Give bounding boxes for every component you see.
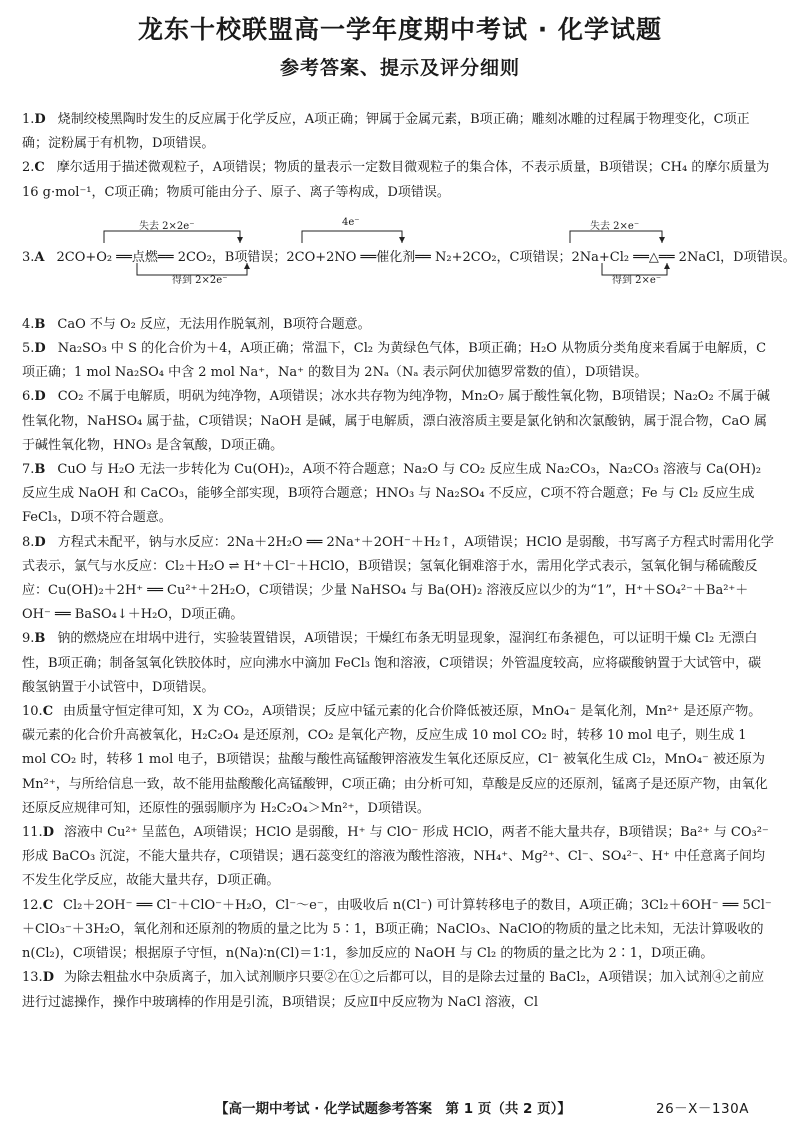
answer-item-5 (22, 337, 774, 385)
page-subtitle: 参考答案、提示及评分细则 (279, 57, 520, 79)
answer-choice: A (34, 249, 45, 265)
answer-item-12 (22, 894, 774, 967)
answer-explanation: 2CO+O₂ ══点燃══ 2CO₂，B项错误；2CO+2NO ══催化剂══ N₂+2CO₂，C项错误；2Na+Cl₂ ══△══ 2NaCl，D项错误。 (56, 249, 796, 265)
answer-choice: D (34, 534, 46, 550)
answer-item-6 (22, 385, 774, 458)
answer-explanation: 由质量守恒定律可知，X 为 CO₂，A项错误；反应中锰元素的化合价降低被还原，MnO₄⁻ 是氧化剂，Mn²⁺ 是还原产物。碳元素的化合价升高被氧化，H₂C₂O₄ 是还原剂，CO₂ 是氧化产物，反应生成 10 mol CO₂ 时，转移 10 mol 电子，则生成 1 mol CO₂ 时，转移 1 mol 电子，B项错误；盐酸与酸性高锰酸钾溶液发生氧化还原反应，Cl⁻ 被氧化生成 Cl₂，MnO₄⁻ 被还原为 Mn²⁺，与所给信息一致，故不能用盐酸酸化高锰酸钾，C项正确；由分析可知，草酸是反应的还原剂，锰离子是还原产物，由氧化还原反应规律可知，还原性的强弱顺序为 H₂C₂O₄＞Mn²⁺，D项错误。 (22, 704, 768, 816)
answer-choice: B (34, 462, 46, 478)
electron-lost-label: 失去 2×2e⁻ (139, 220, 195, 232)
page-title: 龙东十校联盟高一学年度期中考试 · 化学试题 (138, 15, 662, 44)
electron-lost-label: 失去 2×e⁻ (590, 220, 640, 232)
answer-choice: D (34, 112, 46, 127)
footer-page-info: 【高一期中考试 · 化学试题参考答案 第 1 页（共 2 页）】 (215, 1101, 571, 1117)
question-number: 7. (22, 462, 35, 478)
answer-item-11 (22, 821, 774, 894)
answer-choice: D (34, 341, 46, 357)
electron-transfer-label: 4e⁻ (342, 216, 360, 228)
answer-choice: C (34, 160, 45, 176)
question-number: 8. (22, 534, 35, 550)
answer-explanation: CaO 不与 O₂ 反应，无法用作脱氧剂，B项符合题意。 (57, 316, 371, 332)
answer-item-9 (22, 627, 774, 700)
answer-explanation: Cl₂＋2OH⁻ ══ Cl⁻＋ClO⁻＋H₂O，Cl⁻～e⁻，由吸收后 n(Cl⁻) 可计算转移电子的数目，A项正确；3Cl₂＋6OH⁻ ══ 5Cl⁻＋ClO₃⁻＋3H₂O，氧化剂和还原剂的物质的量之比为 5∶1，B项正确；NaClO₃、NaClO的物质的量之比未知，无法计算吸收的 n(Cl₂)，C项错误；根据原子守恒，n(Na)∶n(Cl)＝1∶1，参加反应的 NaOH 与 Cl₂ 的物质的量之比为 2∶1，D项正确。 (22, 897, 772, 962)
answer-list (22, 108, 796, 1015)
answer-choice: B (34, 316, 46, 332)
question-number: 4. (22, 316, 35, 332)
answer-item-3 (22, 205, 796, 313)
question-number: 3. (22, 249, 35, 265)
answer-explanation: 钠的燃烧应在坩埚中进行，实验装置错误，A项错误；干燥红布条无明显现象，湿润红布条褪色，可以证明干燥 Cl₂ 无漂白性，B项正确；制备氢氧化铁胶体时，应向沸水中滴加 FeCl₃ 饱和溶液，C项错误；外管温度较高，应将碳酸钠置于大试管中，碳酸氢钠置于小试管中，D项错误。 (22, 631, 762, 695)
question-number: 13. (22, 970, 43, 986)
footer-exam-code: 26－X－130A (656, 1101, 749, 1117)
answer-choice: D (34, 389, 46, 405)
question-number: 1. (22, 112, 35, 127)
answer-item-8 (22, 531, 774, 628)
question-number: 10. (22, 704, 43, 720)
answer-explanation: 摩尔适用于描述微观粒子，A项错误；物质的量表示一定数目微观粒子的集合体，不表示质量，B项错误；CH₄ 的摩尔质量为 16 g·mol⁻¹，C项正确；物质可能由分子、原子、离子等构成，D项错误。 (22, 160, 770, 200)
answer-item-10 (22, 700, 774, 821)
question-number: 11. (22, 825, 43, 841)
electron-gained-label: 得到 2×2e⁻ (172, 274, 228, 286)
question-number: 6. (22, 389, 35, 405)
answer-choice: C (42, 897, 54, 913)
question-number: 9. (22, 631, 35, 647)
answer-item-4 (22, 313, 774, 337)
answer-item-7 (22, 458, 774, 531)
question-number: 2. (22, 160, 35, 176)
question-number: 12. (22, 897, 43, 913)
answer-choice: B (34, 631, 46, 647)
answer-explanation: 烧制绞棱黑陶时发生的反应属于化学反应，A项正确；钾属于金属元素，B项正确；雕刻冰雕的过程属于物理变化，C项正确；淀粉属于有机物，D项错误。 (22, 112, 750, 152)
question-number: 5. (22, 341, 35, 357)
answer-explanation: Na₂SO₃ 中 S 的化合价为＋4，A项正确；常温下，Cl₂ 为黄绿色气体，B项正确；H₂O 从物质分类角度来看属于电解质，C项正确；1 mol Na₂SO₄ 中含 2 mol Na⁺，Na⁺ 的数目为 2Nₐ（Nₐ 表示阿伏加德罗常数的值），D项错误。 (22, 341, 767, 381)
equations-line (22, 246, 796, 265)
answer-explanation: CuO 与 H₂O 无法一步转化为 Cu(OH)₂，A项不符合题意；Na₂O 与 CO₂ 反应生成 Na₂CO₃，Na₂CO₃ 溶液与 Ca(OH)₂ 反应生成 NaOH 和 CaCO₃，能够全部实现，B项符合题意；HNO₃ 与 Na₂SO₄ 不反应，C项不符合题意；Fe 与 Cl₂ 反应生成 FeCl₃，D项不符合题意。 (22, 462, 762, 526)
answer-explanation: 方程式未配平，钠与水反应：2Na＋2H₂O ══ 2Na⁺＋2OH⁻＋H₂↑，A项错误；HClO 是弱酸，书写离子方程式时需用化学式表示，氯气与水反应：Cl₂＋H₂O ⇌ H⁺＋Cl⁻＋HClO，B项错误；氢氧化铜难溶于水，需用化学式表示，氢氧化铜与稀硫酸反应：Cu(OH)₂＋2H⁺ ══ Cu²⁺＋2H₂O，C项错误；少量 NaHSO₄ 与 Ba(OH)₂ 溶液反应以少的为“1”，H⁺＋SO₄²⁻＋Ba²⁺＋OH⁻ ══ BaSO₄↓＋H₂O，D项正确。 (22, 534, 774, 623)
answer-choice: C (42, 704, 54, 720)
answer-item-13 (22, 966, 774, 1014)
answer-explanation: 为除去粗盐水中杂质离子，加入试剂顺序只要②在①之后都可以，目的是除去过量的 BaCl₂，A项错误；加入试剂④之前应进行过滤操作，操作中玻璃棒的作用是引流，B项错误；反应Ⅱ中反应物为 NaCl 溶液，Cl (22, 970, 765, 1010)
answer-item-1 (22, 108, 774, 156)
answer-explanation: CO₂ 不属于电解质，明矾为纯净物，A项错误；冰水共存物为纯净物，Mn₂O₇ 属于酸性氧化物，B项错误；Na₂O₂ 不属于碱性氧化物，NaHSO₄ 属于盐，C项错误；NaOH 是碱，属于电解质，漂白液溶质主要是氯化钠和次氯酸钠，属于混合物，CaO 属于碱性氧化物，HNO₃ 是含氧酸，D项正确。 (22, 389, 770, 453)
answer-choice: D (42, 825, 54, 841)
answer-explanation: 溶液中 Cu²⁺ 呈蓝色，A项错误；HClO 是弱酸，H⁺ 与 ClO⁻ 形成 HClO，两者不能大量共存，B项错误；Ba²⁺ 与 CO₃²⁻ 形成 BaCO₃ 沉淀，不能大量共存，C项错误；遇石蕊变红的溶液为酸性溶液，NH₄⁺、Mg²⁺、Cl⁻、SO₄²⁻、H⁺ 中任意离子间均不发生化学反应，故能大量共存，D项正确。 (22, 825, 769, 889)
answer-choice: D (42, 970, 54, 986)
answer-item-2 (22, 156, 774, 204)
electron-gained-label: 得到 2×e⁻ (612, 274, 662, 286)
